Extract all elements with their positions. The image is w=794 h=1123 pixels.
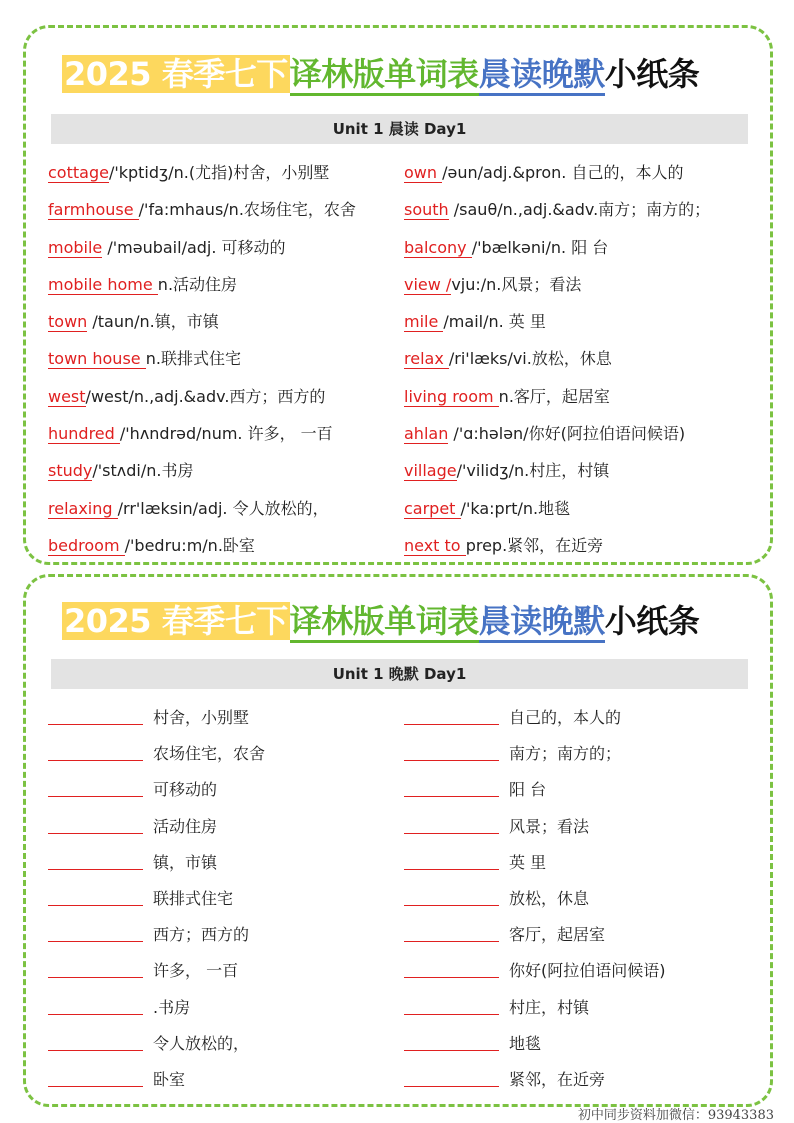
vocab-entry: [48, 229, 393, 266]
vocab-entry: [48, 154, 393, 191]
word-definition: /mail/n. 英 里: [443, 312, 546, 332]
english-word: bedroom: [48, 535, 125, 555]
title-part-slip: 小纸条: [604, 602, 700, 640]
word-definition: /'məubail/adj. 可移动的: [102, 237, 286, 257]
english-word: carpet: [404, 498, 461, 518]
title-part-slip: 小纸条: [604, 55, 700, 93]
vocab-entry: [404, 340, 749, 377]
dictation-entry: [404, 772, 749, 808]
unit-header: Unit 1 晚默 Day1: [51, 659, 748, 689]
chinese-meaning: 活动住房: [153, 816, 218, 836]
watermark-text: 初中同步资料加微信：93943383: [577, 1108, 774, 1123]
english-word: ahlan: [404, 424, 449, 444]
answer-blank[interactable]: [48, 885, 143, 906]
vocab-entry: [404, 303, 749, 340]
answer-blank[interactable]: [48, 776, 143, 797]
answer-blank[interactable]: [48, 1030, 143, 1051]
word-definition: /'bælkəni/n. 阳 台: [471, 237, 609, 257]
answer-blank[interactable]: [48, 994, 143, 1015]
dictation-entry: [48, 953, 393, 989]
word-definition: /'ɑ:hələn/你好(阿拉伯语问候语): [448, 424, 686, 444]
word-definition: /'bedru:m/n.卧室: [124, 535, 255, 555]
vocab-column-right: [404, 154, 749, 564]
english-word: balcony: [404, 237, 472, 257]
vocab-entry: [48, 452, 393, 489]
vocab-entry: [48, 303, 393, 340]
chinese-meaning: 阳 台: [509, 780, 547, 800]
english-word: hundred: [48, 424, 120, 444]
vocab-column-left: [48, 154, 393, 564]
title-part-version: 译林版单词表: [290, 55, 479, 96]
vocab-entry: [48, 340, 393, 377]
chinese-meaning: 你好(阿拉伯语问候语): [509, 961, 666, 981]
vocab-entry: [48, 415, 393, 452]
chinese-meaning: 联排式住宅: [153, 888, 234, 908]
chinese-meaning: 村庄，村镇: [509, 997, 590, 1017]
chinese-meaning: 放松，休息: [509, 888, 590, 908]
vocab-entry: [404, 415, 749, 452]
dictation-entry: [48, 1026, 393, 1062]
unit-header: Unit 1 晨读 Day1: [51, 114, 748, 144]
word-definition: n.联排式住宅: [145, 349, 241, 369]
word-definition: /sauθ/n.,adj.&adv.南方；南方的；: [448, 200, 711, 220]
vocab-entry: [404, 154, 749, 191]
answer-blank[interactable]: [404, 957, 499, 978]
word-definition: /'kptidʒ/n.(尤指)村舍，小别墅: [108, 163, 330, 182]
title-part-mode: 晨读晚默: [479, 55, 605, 96]
word-definition: /ri'læks/vi.放松，休息: [448, 349, 612, 369]
word-definition: /'vilidʒ/n.村庄，村镇: [456, 461, 610, 481]
answer-blank[interactable]: [404, 994, 499, 1015]
dictation-entry: [48, 809, 393, 845]
answer-blank[interactable]: [48, 1066, 143, 1087]
dictation-entry: [48, 881, 393, 917]
title-part-year: 2025 春季七下: [64, 55, 288, 93]
english-word: study: [48, 461, 93, 481]
word-definition: vju:/n.风景；看法: [451, 274, 582, 294]
answer-blank[interactable]: [48, 921, 143, 942]
vocab-entry: [48, 527, 393, 564]
vocab-entry: [48, 191, 393, 228]
dictation-entry: [48, 700, 393, 736]
evening-card: [23, 574, 773, 1107]
dictation-entry: [404, 1026, 749, 1062]
chinese-meaning: 南方；南方的；: [509, 744, 622, 764]
dictation-entry: [404, 809, 749, 845]
chinese-meaning: 卧室: [153, 1069, 186, 1089]
english-word: mobile home: [48, 274, 158, 294]
word-definition: /əun/adj.&pron. 自己的，本人的: [442, 163, 684, 182]
english-word: south: [404, 200, 449, 220]
dictation-entry: [404, 953, 749, 989]
vocab-entry: [404, 191, 749, 228]
dictation-entry: [48, 845, 393, 881]
english-word: town house: [48, 349, 146, 369]
vocab-entry: [404, 452, 749, 489]
answer-blank[interactable]: [404, 849, 499, 870]
title-part-version: 译林版单词表: [290, 602, 479, 643]
chinese-meaning: 西方；西方的: [153, 925, 250, 945]
word-definition: /'ka:prt/n.地毯: [460, 498, 571, 518]
vocab-entry: [48, 490, 393, 527]
dictation-entry: [404, 881, 749, 917]
dictation-entry: [404, 990, 749, 1026]
word-definition: /'fa:mhaus/n.农场住宅，农舍: [138, 200, 356, 220]
english-word: relax: [404, 349, 449, 369]
word-definition: /'hʌndrəd/num. 许多， 一百: [119, 424, 333, 444]
dictation-entry: [404, 736, 749, 772]
chinese-meaning: 村舍，小别墅: [153, 708, 250, 727]
word-definition: n.活动住房: [157, 274, 238, 294]
word-definition: prep.紧邻，在近旁: [465, 535, 604, 555]
chinese-meaning: 风景；看法: [509, 816, 590, 836]
card-title: [62, 46, 699, 102]
vocab-entry: [48, 378, 393, 415]
answer-blank[interactable]: [404, 813, 499, 834]
english-word: mobile: [48, 237, 103, 257]
word-definition: /west/n.,adj.&adv.西方；西方的: [85, 386, 326, 406]
answer-blank[interactable]: [48, 740, 143, 761]
title-part-mode: 晨读晚默: [479, 602, 605, 643]
dictation-entry: [404, 845, 749, 881]
word-definition: /'stʌdi/n.书房: [92, 461, 194, 481]
vocab-entry: [404, 490, 749, 527]
title-part-year: 2025 春季七下: [64, 602, 288, 640]
dictation-entry: [404, 917, 749, 953]
answer-blank[interactable]: [404, 885, 499, 906]
answer-blank[interactable]: [404, 704, 499, 725]
chinese-meaning: 紧邻，在近旁: [509, 1069, 606, 1089]
vocab-entry: [404, 378, 749, 415]
vocab-entry: [48, 266, 393, 303]
chinese-meaning: 自己的，本人的: [509, 708, 622, 727]
english-word: west: [48, 386, 86, 406]
dictation-column-right: [404, 700, 749, 1098]
word-definition: /rr'læksin/adj. 令人放松的，: [117, 498, 329, 518]
answer-blank[interactable]: [48, 957, 143, 978]
dictation-entry: [48, 736, 393, 772]
english-word: mile: [404, 312, 444, 332]
chinese-meaning: 农场住宅，农舍: [153, 744, 266, 764]
vocab-entry: [404, 229, 749, 266]
word-definition: /taun/n.镇，市镇: [87, 312, 219, 332]
chinese-meaning: 镇，市镇: [153, 852, 218, 872]
answer-blank[interactable]: [404, 921, 499, 942]
dictation-entry: [404, 1062, 749, 1098]
answer-blank[interactable]: [48, 813, 143, 834]
vocab-entry: [404, 527, 749, 564]
english-word: own: [404, 163, 443, 182]
english-word: relaxing: [48, 498, 118, 518]
vocab-entry: [404, 266, 749, 303]
english-word: town: [48, 312, 88, 332]
dictation-column-left: [48, 700, 393, 1098]
chinese-meaning: 可移动的: [153, 780, 218, 800]
dictation-entry: [48, 772, 393, 808]
chinese-meaning: 地毯: [509, 1033, 542, 1053]
answer-blank[interactable]: [404, 1066, 499, 1087]
word-definition: n.客厅，起居室: [498, 386, 610, 406]
dictation-entry: [48, 1062, 393, 1098]
english-word: farmhouse: [48, 200, 139, 220]
morning-card: [23, 25, 773, 565]
dictation-entry: [48, 917, 393, 953]
chinese-meaning: 客厅，起居室: [509, 925, 606, 945]
dictation-entry: [404, 700, 749, 736]
dictation-entry: [48, 990, 393, 1026]
card-title: [62, 593, 699, 649]
chinese-meaning: .书房: [153, 997, 191, 1017]
answer-blank[interactable]: [404, 1030, 499, 1051]
answer-blank[interactable]: [48, 849, 143, 870]
chinese-meaning: 英 里: [509, 852, 547, 872]
chinese-meaning: 许多， 一百: [153, 961, 239, 981]
english-word: cottage: [48, 163, 109, 182]
answer-blank[interactable]: [404, 776, 499, 797]
answer-blank[interactable]: [404, 740, 499, 761]
english-word: village: [404, 461, 457, 481]
english-word: view /: [404, 274, 452, 294]
answer-blank[interactable]: [48, 704, 143, 725]
english-word: living room: [404, 386, 499, 406]
english-word: next to: [404, 535, 466, 555]
chinese-meaning: 令人放松的，: [153, 1033, 250, 1053]
